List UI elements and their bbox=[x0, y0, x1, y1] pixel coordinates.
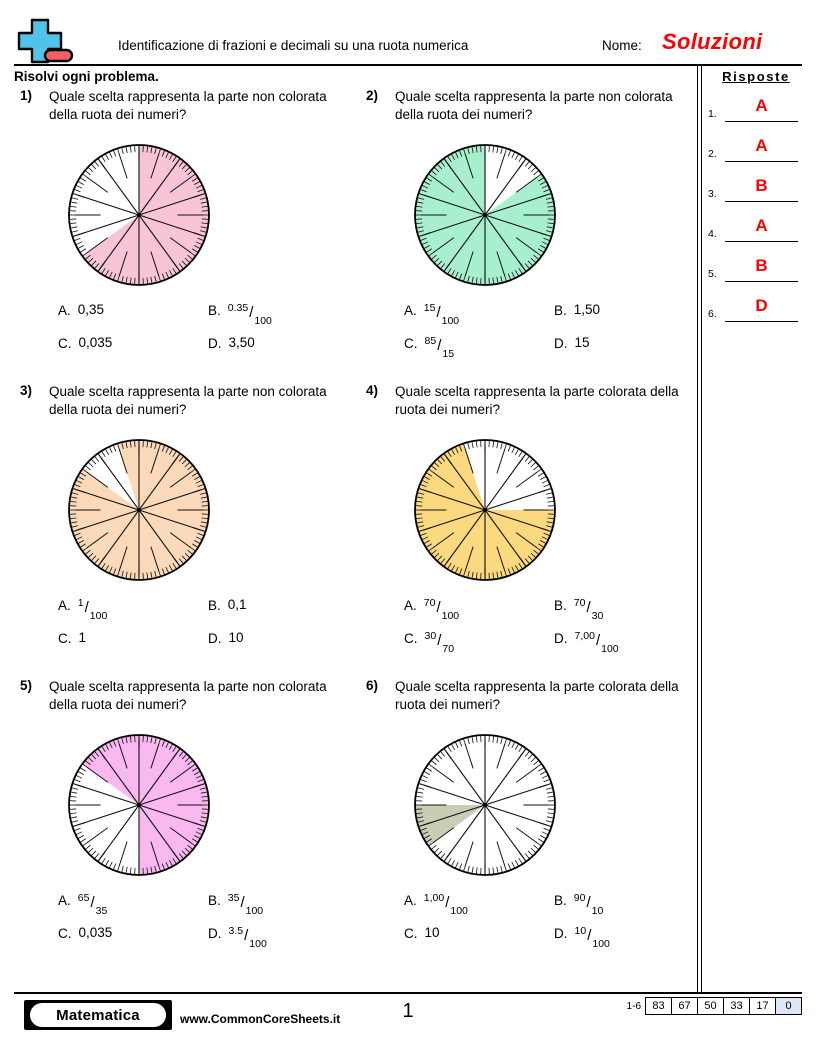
fraction-numerator: 1,00 bbox=[423, 892, 445, 904]
choice-letter: A. bbox=[58, 598, 71, 613]
choice-letter: A. bbox=[58, 303, 71, 318]
number-wheel-4 bbox=[410, 435, 560, 585]
answer-number: 2. bbox=[708, 148, 717, 160]
fraction-numerator: 7,00 bbox=[574, 630, 595, 642]
answer-value: B bbox=[755, 256, 768, 275]
problem-number: 3) bbox=[20, 383, 33, 398]
answer-row bbox=[708, 290, 804, 330]
choice-letter: C. bbox=[404, 336, 418, 351]
choice-letter: C. bbox=[58, 336, 72, 351]
choice-fraction bbox=[574, 630, 619, 656]
choice-row bbox=[374, 893, 696, 926]
number-wheel-3 bbox=[64, 435, 214, 585]
choice-value: 0,35 bbox=[77, 302, 105, 317]
instructions-text: Risolvi ogni problema. bbox=[14, 69, 159, 84]
fraction-numerator: 15 bbox=[423, 302, 436, 314]
fraction-slash-icon: / bbox=[436, 303, 441, 321]
choice-fraction bbox=[424, 335, 455, 361]
page-title: Identificazione di frazioni e decimali su una ruota numerica bbox=[118, 38, 469, 53]
scale-value: 33 bbox=[723, 997, 749, 1015]
choice-letter: B. bbox=[554, 598, 567, 613]
fraction-slash-icon: / bbox=[586, 598, 591, 616]
fraction-numerator: 85 bbox=[424, 335, 437, 347]
choice-row bbox=[28, 631, 350, 664]
fraction-numerator: 10 bbox=[574, 925, 587, 937]
choice-fraction bbox=[423, 597, 460, 623]
choice-fraction bbox=[423, 302, 460, 328]
fraction-slash-icon: / bbox=[436, 598, 441, 616]
choice-row bbox=[374, 631, 696, 664]
answer-line bbox=[725, 161, 798, 162]
choice-fraction bbox=[227, 302, 272, 328]
fraction-numerator: 1 bbox=[77, 597, 84, 609]
choice-letter: D. bbox=[554, 926, 568, 941]
header-divider bbox=[14, 64, 802, 66]
number-wheel-1 bbox=[64, 140, 214, 290]
fraction-slash-icon: / bbox=[249, 303, 254, 321]
choice-row bbox=[28, 303, 350, 336]
choice-fraction bbox=[227, 892, 264, 918]
choice-option[interactable] bbox=[554, 336, 590, 351]
choice-option[interactable] bbox=[208, 336, 255, 351]
answer-number: 4. bbox=[708, 228, 717, 240]
problem-text: Quale scelta rappresenta la parte non colorata della ruota dei numeri? bbox=[49, 384, 327, 417]
fraction-numerator: 90 bbox=[573, 892, 586, 904]
page-number: 1 bbox=[402, 1000, 414, 1022]
choice-letter: A. bbox=[404, 598, 417, 613]
choice-value: 15 bbox=[574, 335, 590, 350]
answer-line bbox=[725, 201, 798, 202]
choice-option[interactable] bbox=[404, 892, 468, 918]
fraction-numerator: 70 bbox=[573, 597, 586, 609]
fraction-denominator: 100 bbox=[592, 938, 610, 951]
choice-option[interactable] bbox=[208, 631, 244, 646]
answer-value: A bbox=[755, 136, 768, 155]
scale-range-label: 1-6 bbox=[626, 1000, 641, 1012]
choice-letter: A. bbox=[404, 303, 417, 318]
problem-text: Quale scelta rappresenta la parte non colorata della ruota dei numeri? bbox=[49, 679, 327, 712]
choice-fraction bbox=[423, 892, 468, 918]
fraction-slash-icon: / bbox=[437, 631, 442, 649]
fraction-slash-icon: / bbox=[84, 598, 89, 616]
choice-option[interactable] bbox=[404, 597, 460, 623]
answer-column-divider bbox=[697, 64, 702, 992]
choice-fraction bbox=[424, 630, 455, 656]
answer-line bbox=[725, 241, 798, 242]
fraction-numerator: 65 bbox=[77, 892, 90, 904]
choice-letter: D. bbox=[554, 336, 568, 351]
problem-text: Quale scelta rappresenta la parte colorata della ruota dei numeri? bbox=[395, 384, 679, 417]
worksheet-header bbox=[14, 18, 802, 66]
problem-row bbox=[14, 383, 690, 678]
fraction-denominator: 100 bbox=[245, 905, 264, 918]
choice-row bbox=[374, 926, 696, 959]
fraction-denominator: 100 bbox=[441, 610, 460, 623]
number-wheel-5 bbox=[64, 730, 214, 880]
choice-option[interactable] bbox=[404, 630, 455, 656]
choice-option[interactable] bbox=[58, 336, 112, 351]
choice-option[interactable] bbox=[554, 597, 604, 623]
answer-line bbox=[725, 281, 798, 282]
answer-row bbox=[708, 130, 804, 170]
choice-option[interactable] bbox=[208, 302, 272, 328]
website-url: www.CommonCoreSheets.it bbox=[180, 1012, 341, 1026]
choice-option[interactable] bbox=[404, 302, 460, 328]
choice-letter: C. bbox=[404, 631, 418, 646]
choice-letter: C. bbox=[58, 631, 72, 646]
choice-fraction bbox=[228, 925, 267, 951]
answer-row bbox=[708, 170, 804, 210]
choice-letter: D. bbox=[208, 631, 222, 646]
plus-minus-logo-icon bbox=[14, 18, 76, 66]
choice-letter: A. bbox=[58, 893, 71, 908]
choice-value: 3,50 bbox=[228, 335, 255, 350]
number-wheel-6 bbox=[410, 730, 560, 880]
choice-row bbox=[374, 303, 696, 336]
answer-key-column bbox=[708, 69, 804, 330]
choice-row bbox=[28, 926, 350, 959]
problem-number: 2) bbox=[366, 88, 379, 103]
choice-value: 1,50 bbox=[573, 302, 601, 317]
answer-row bbox=[708, 210, 804, 250]
problem-row bbox=[14, 678, 690, 973]
choice-option[interactable] bbox=[58, 631, 86, 646]
choice-letter: D. bbox=[208, 926, 222, 941]
choice-fraction bbox=[77, 597, 108, 623]
choice-letter: C. bbox=[58, 926, 72, 941]
choice-value: 0,035 bbox=[78, 335, 113, 350]
scale-value: 83 bbox=[645, 997, 671, 1015]
fraction-slash-icon: / bbox=[244, 926, 249, 944]
fraction-denominator: 100 bbox=[450, 905, 468, 918]
choice-row bbox=[28, 893, 350, 926]
answer-line bbox=[725, 321, 798, 322]
fraction-numerator: 35 bbox=[227, 892, 240, 904]
choices-2 bbox=[374, 303, 696, 369]
fraction-denominator: 100 bbox=[254, 315, 272, 328]
choices-1 bbox=[28, 303, 350, 369]
choice-fraction bbox=[573, 597, 604, 623]
choice-option[interactable] bbox=[208, 598, 247, 613]
answer-value: A bbox=[755, 96, 768, 115]
choices-6 bbox=[374, 893, 696, 959]
choice-value: 0,035 bbox=[78, 925, 113, 940]
choice-letter: B. bbox=[208, 893, 221, 908]
fraction-denominator: 70 bbox=[442, 643, 455, 656]
problem-number: 4) bbox=[366, 383, 379, 398]
answer-value: A bbox=[755, 216, 768, 235]
fraction-denominator: 100 bbox=[89, 610, 108, 623]
choice-value: 10 bbox=[228, 630, 244, 645]
choice-option[interactable] bbox=[554, 630, 619, 656]
fraction-denominator: 100 bbox=[601, 643, 619, 656]
choice-option[interactable] bbox=[208, 925, 267, 951]
subject-label: Matematica bbox=[30, 1003, 166, 1027]
scale-value: 0 bbox=[775, 997, 802, 1015]
fraction-denominator: 15 bbox=[442, 348, 455, 361]
answer-key-heading: Risposte bbox=[722, 69, 790, 84]
choice-value: 0,1 bbox=[227, 597, 247, 612]
choice-row bbox=[374, 336, 696, 369]
choice-option[interactable] bbox=[404, 926, 440, 941]
name-label: Nome: bbox=[602, 38, 642, 53]
score-scale bbox=[627, 997, 802, 1015]
choice-row bbox=[28, 336, 350, 369]
fraction-denominator: 35 bbox=[95, 905, 108, 918]
choice-option[interactable] bbox=[58, 303, 104, 318]
problem-row bbox=[14, 88, 690, 383]
answer-value: D bbox=[755, 296, 768, 315]
choice-letter: B. bbox=[554, 303, 567, 318]
name-value: Soluzioni bbox=[662, 29, 763, 54]
fraction-numerator: 70 bbox=[423, 597, 436, 609]
choices-4 bbox=[374, 598, 696, 664]
choice-letter: B. bbox=[208, 303, 221, 318]
fraction-denominator: 10 bbox=[591, 905, 604, 918]
problems-grid bbox=[14, 88, 690, 973]
choice-fraction bbox=[573, 892, 604, 918]
answer-number: 6. bbox=[708, 308, 717, 320]
fraction-numerator: 0.35 bbox=[227, 302, 249, 314]
scale-value: 67 bbox=[671, 997, 697, 1015]
choice-option[interactable] bbox=[554, 892, 604, 918]
problem-number: 5) bbox=[20, 678, 33, 693]
answer-value: B bbox=[755, 176, 768, 195]
problem-number: 6) bbox=[366, 678, 379, 693]
choice-value: 10 bbox=[424, 925, 440, 940]
choices-3 bbox=[28, 598, 350, 664]
answer-row bbox=[708, 90, 804, 130]
fraction-denominator: 100 bbox=[249, 938, 267, 951]
choice-option[interactable] bbox=[404, 335, 455, 361]
choice-option[interactable] bbox=[58, 597, 108, 623]
choice-value: 1 bbox=[78, 630, 87, 645]
answer-line bbox=[725, 121, 798, 122]
choice-option[interactable] bbox=[554, 303, 600, 318]
answer-number: 3. bbox=[708, 188, 717, 200]
problem-number: 1) bbox=[20, 88, 33, 103]
scale-value: 50 bbox=[697, 997, 723, 1015]
choice-option[interactable] bbox=[208, 892, 264, 918]
number-wheel-2 bbox=[410, 140, 560, 290]
choices-5 bbox=[28, 893, 350, 959]
scale-value: 17 bbox=[749, 997, 775, 1015]
choice-option[interactable] bbox=[554, 925, 610, 951]
choice-letter: A. bbox=[404, 893, 417, 908]
answer-number: 5. bbox=[708, 268, 717, 280]
fraction-slash-icon: / bbox=[586, 893, 591, 911]
choice-option[interactable] bbox=[58, 926, 112, 941]
choice-row bbox=[28, 598, 350, 631]
choice-fraction bbox=[574, 925, 610, 951]
fraction-denominator: 30 bbox=[591, 610, 604, 623]
footer-divider bbox=[14, 992, 802, 994]
choice-letter: B. bbox=[554, 893, 567, 908]
fraction-denominator: 100 bbox=[441, 315, 460, 328]
choice-letter: C. bbox=[404, 926, 418, 941]
choice-letter: D. bbox=[554, 631, 568, 646]
problem-text: Quale scelta rappresenta la parte non colorata della ruota dei numeri? bbox=[395, 89, 673, 122]
fraction-slash-icon: / bbox=[445, 893, 450, 911]
answer-number: 1. bbox=[708, 108, 717, 120]
choice-fraction bbox=[77, 892, 108, 918]
choice-letter: B. bbox=[208, 598, 221, 613]
fraction-slash-icon: / bbox=[587, 926, 592, 944]
choice-row bbox=[374, 598, 696, 631]
problem-text: Quale scelta rappresenta la parte non colorata della ruota dei numeri? bbox=[49, 89, 327, 122]
problem-text: Quale scelta rappresenta la parte colorata della ruota dei numeri? bbox=[395, 679, 679, 712]
fraction-numerator: 3.5 bbox=[228, 925, 244, 937]
fraction-slash-icon: / bbox=[90, 893, 95, 911]
fraction-numerator: 30 bbox=[424, 630, 437, 642]
fraction-slash-icon: / bbox=[240, 893, 245, 911]
fraction-slash-icon: / bbox=[595, 631, 601, 649]
fraction-slash-icon: / bbox=[437, 336, 442, 354]
answer-row bbox=[708, 250, 804, 290]
choice-letter: D. bbox=[208, 336, 222, 351]
choice-option[interactable] bbox=[58, 892, 108, 918]
